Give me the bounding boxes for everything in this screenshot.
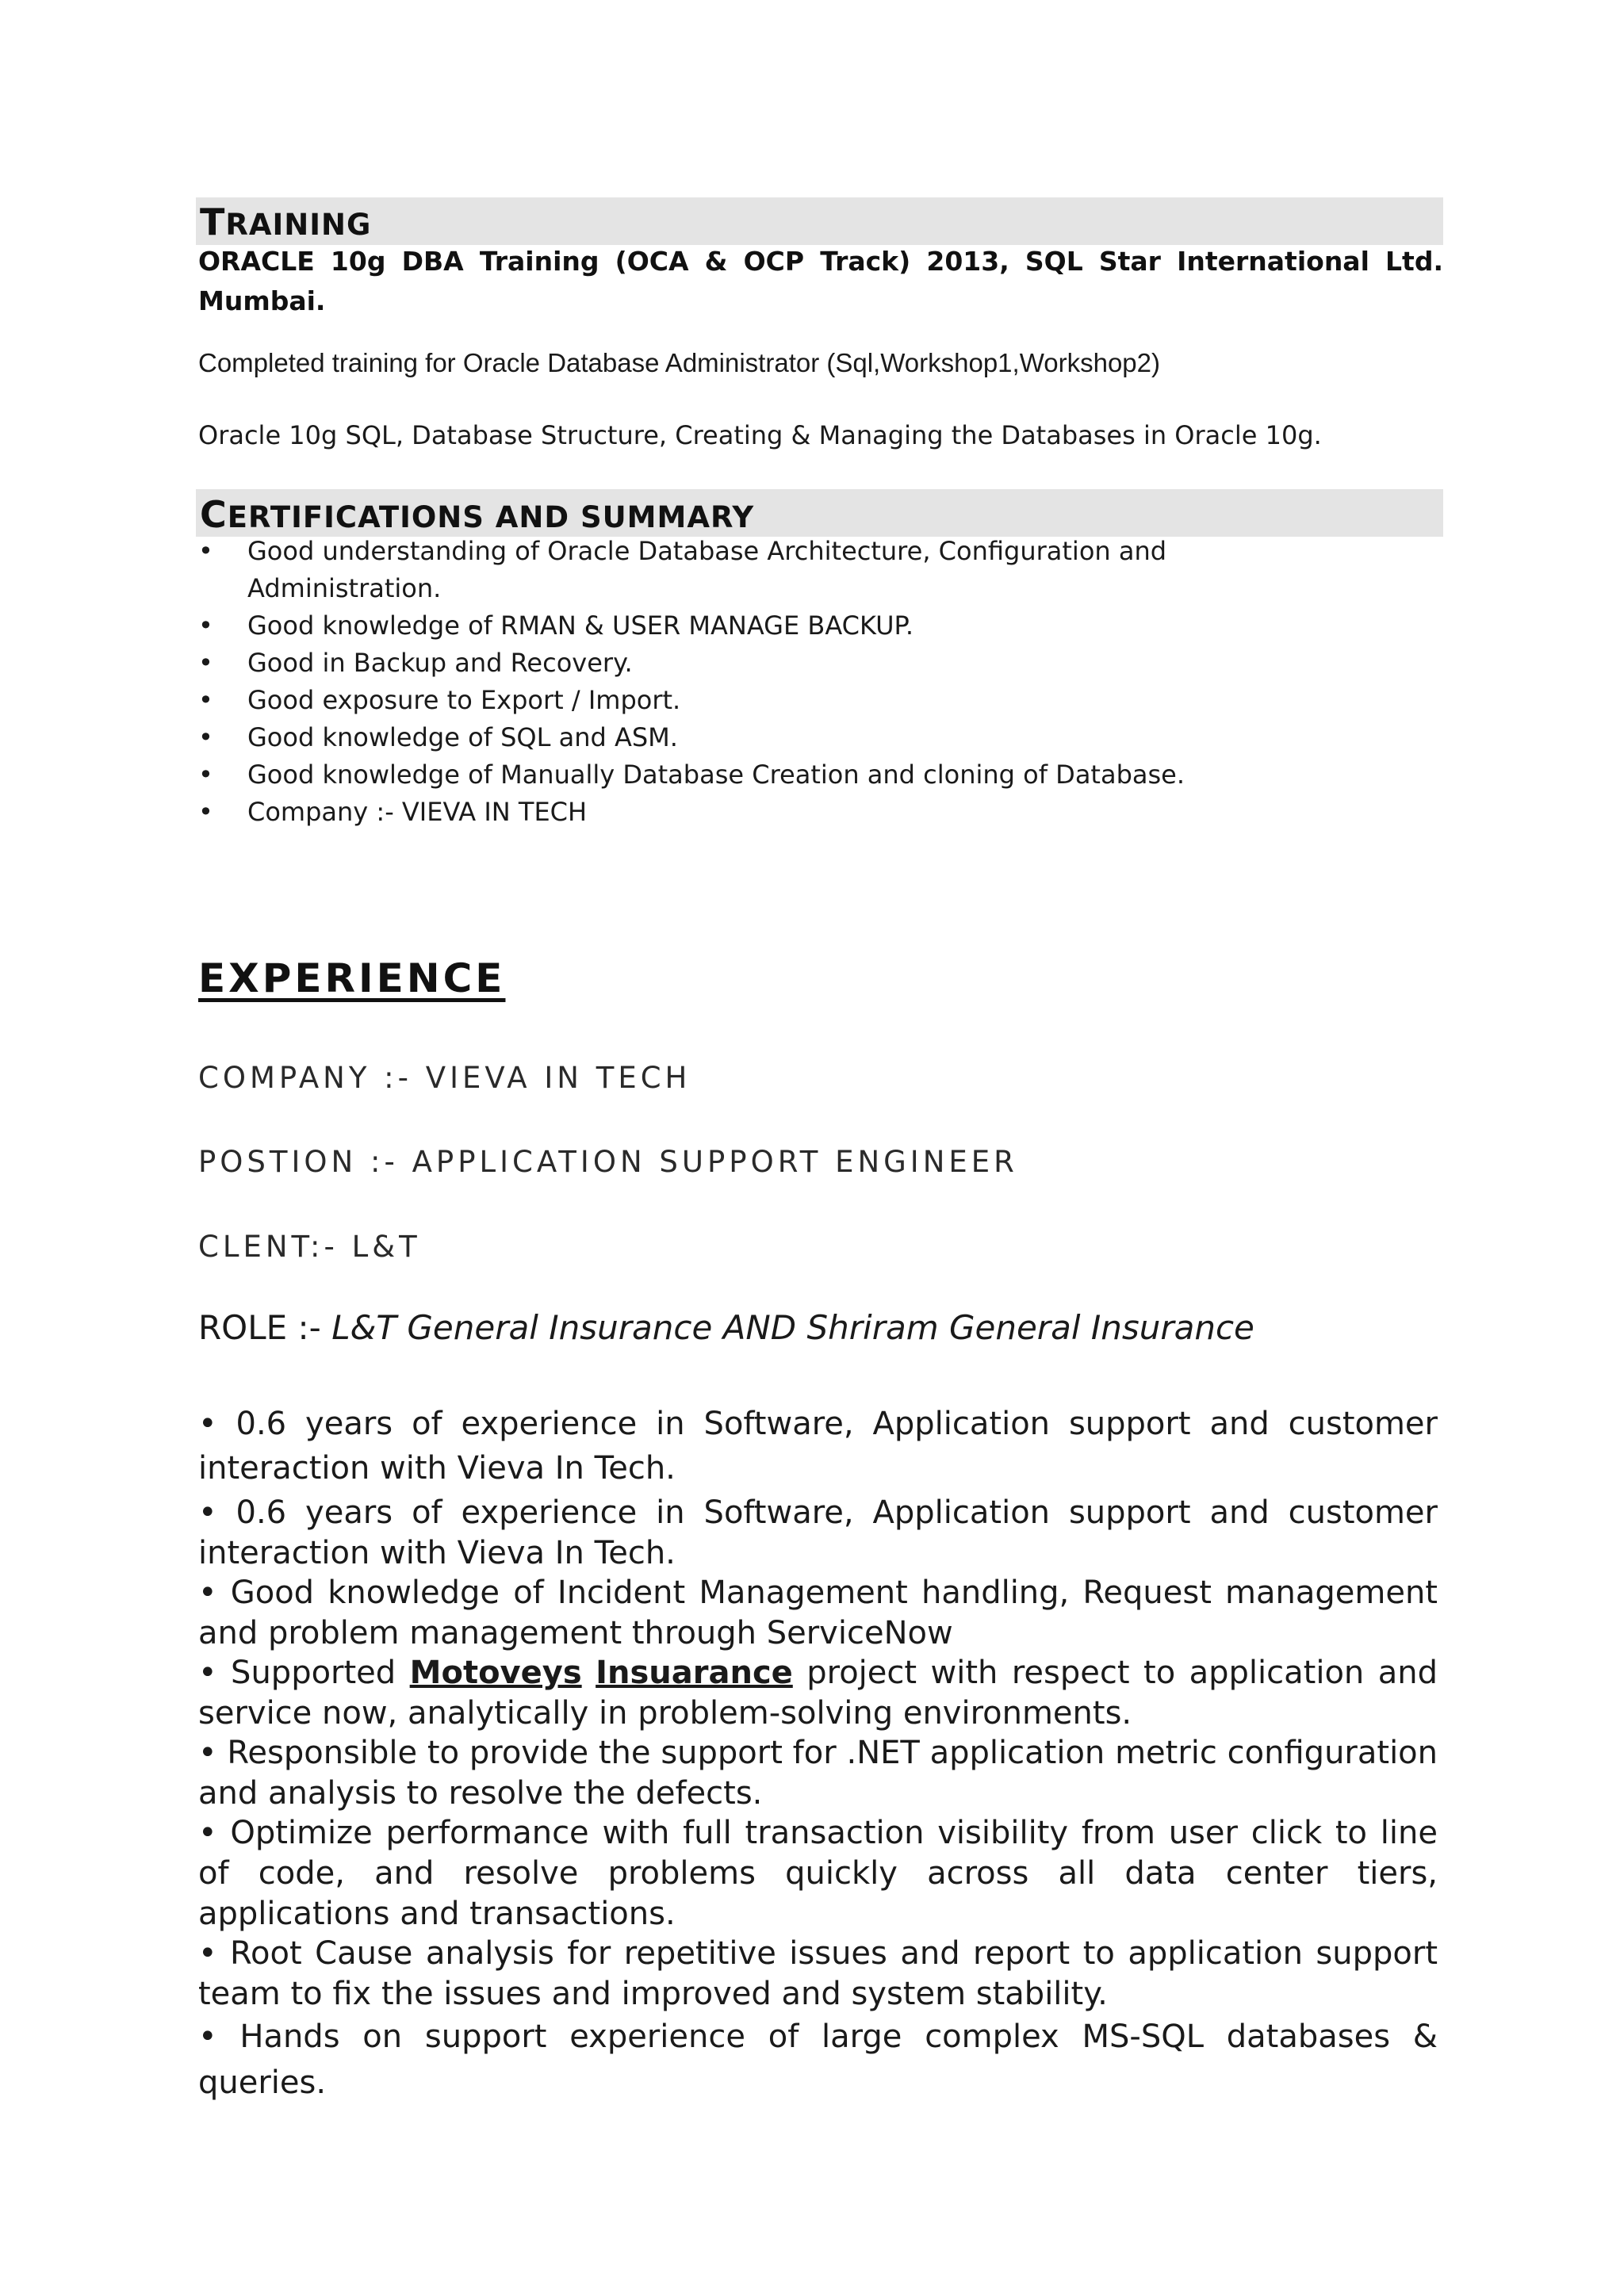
- training-topics: Oracle 10g SQL, Database Structure, Creating & Managing the Databases in Oracle 10g.: [198, 420, 1322, 450]
- training-title: ORACLE 10g DBA Training (OCA & OCP Track) 2013, SQL Star International Ltd. Mumbai.: [198, 246, 1443, 316]
- experience-position: POSTION :- APPLICATION SUPPORT ENGINEER: [198, 1145, 1018, 1179]
- bullet-icon: •: [198, 648, 213, 678]
- project-name-insuarance: Insuarance: [596, 1655, 793, 1691]
- experience-bullet: • Responsible to provide the support for .NET application metric configuration and analysis to resolve the defects.: [198, 1735, 1438, 1812]
- bullet-icon: •: [198, 536, 213, 566]
- certifications-heading-rest: ERTIFICATIONS AND SUMMARY: [227, 500, 755, 534]
- list-item: • Good exposure to Export / Import.: [198, 682, 1308, 719]
- project-name-motoveys: Motoveys: [409, 1655, 582, 1691]
- experience-bullet: • 0.6 years of experience in Software, Application support and customer interaction with Vieva In Tech.: [198, 1494, 1438, 1571]
- bullet-icon: •: [198, 722, 213, 752]
- training-heading-rest: RAINING: [225, 208, 372, 242]
- list-item: • Good understanding of Oracle Database Architecture, Configuration and Administration.: [198, 533, 1308, 607]
- role-value: L&T General Insurance AND Shriram General Insurance: [331, 1308, 1254, 1347]
- list-item: • Good knowledge of SQL and ASM.: [198, 719, 1308, 756]
- list-item: • Good in Backup and Recovery.: [198, 645, 1308, 682]
- experience-bullet: • 0.6 years of experience in Software, Application support and customer interaction with Vieva In Tech.: [198, 1406, 1438, 1487]
- certifications-heading-cap: C: [200, 493, 228, 536]
- role-label: ROLE :-: [198, 1308, 321, 1347]
- list-item: • Good knowledge of Manually Database Creation and cloning of Database.: [198, 756, 1308, 794]
- list-item: • Good knowledge of RMAN & USER MANAGE BACKUP.: [198, 607, 1308, 645]
- certifications-heading: [200, 493, 754, 536]
- experience-company: COMPANY :- VIEVA IN TECH: [198, 1061, 691, 1095]
- experience-bullet: • Optimize performance with full transaction visibility from user click to line of code, and resolve problems quickly across all data center tiers, applications and transactions.: [198, 1815, 1438, 1932]
- certifications-list: [198, 533, 1308, 831]
- bullet-icon: •: [198, 610, 213, 641]
- experience-bullet-supported: • Supported Motoveys Insuarance project with respect to application and service now, analytically in problem-solving environments.: [198, 1655, 1438, 1732]
- training-heading-cap: T: [200, 201, 226, 243]
- bullet-icon: •: [198, 797, 213, 827]
- experience-client: CLENT:- L&T: [198, 1230, 421, 1264]
- experience-bullet: • Hands on support experience of large complex MS-SQL databases & queries.: [198, 2019, 1438, 2101]
- experience-bullet: • Good knowledge of Incident Management handling, Request management and problem management through ServiceNow: [198, 1575, 1438, 1651]
- list-item: • Company :- VIEVA IN TECH: [198, 794, 1308, 831]
- experience-role: [198, 1308, 1254, 1347]
- bullet-icon: •: [198, 760, 213, 790]
- training-heading: [200, 201, 371, 243]
- training-heading-bar: [196, 197, 1443, 245]
- experience-bullet: • Root Cause analysis for repetitive issues and report to application support team to fix the issues and improved and system stability.: [198, 1935, 1438, 2012]
- training-completed: Completed training for Oracle Database Administrator (Sql,Workshop1,Workshop2): [198, 348, 1160, 377]
- experience-heading: EXPERIENCE: [198, 955, 506, 1001]
- bullet-icon: •: [198, 685, 213, 715]
